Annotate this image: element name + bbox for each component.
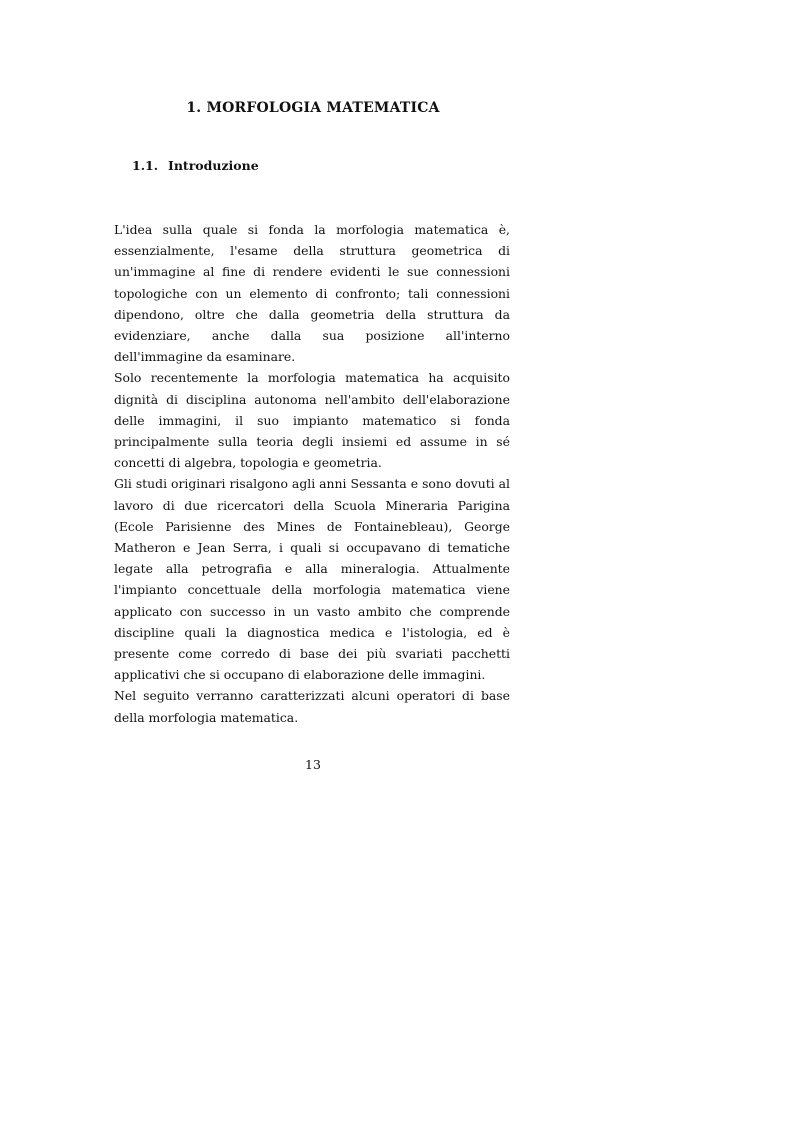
section-heading [132, 158, 259, 173]
section-title: Introduzione [168, 158, 259, 173]
body-text [114, 219, 510, 728]
paragraph: Solo recentemente la morfologia matematica ha acquisito dignità di disciplina autonoma nell'ambito dell'elaborazione delle immagini, il suo impianto matematico si fonda principalmente sulla teoria degli insiemi ed assume in sé concetti di algebra, topologia e geometria. [114, 370, 510, 471]
paragraph: L'idea sulla quale si fonda la morfologia matematica è, essenzialmente, l'esame della struttura geometrica di un'immagine al fine di rendere evidenti le sue connessioni topologiche con un elemento di confronto; tali connessioni dipendono, oltre che dalla geometria della struttura da evidenziare, anche dalla sua posizione all'interno dell'immagine da esaminare. [114, 222, 510, 365]
paragraph: Gli studi originari risalgono agli anni Sessanta e sono dovuti al lavoro di due ricercatori della Scuola Mineraria Parigina (Ecole Parisienne des Mines de Fontainebleau), George Matheron e Jean Serra, i quali si occupavano di tematiche legate alla petrografia e alla mineralogia. Attualmente l'impianto concettuale della morfologia matematica viene applicato con successo in un vasto ambito che comprende discipline quali la diagnostica medica e l'istologia, ed è presente come corredo di base dei più svariati pacchetti applicativi che si occupano di elaborazione delle immagini. [114, 476, 510, 683]
paragraph: Nel seguito verranno caratterizzati alcuni operatori di base della morfologia matematica. [114, 688, 510, 725]
page-number: 13 [305, 757, 321, 772]
chapter-title: 1. MORFOLOGIA MATEMATICA [186, 100, 440, 116]
section-number: 1.1. [132, 158, 159, 173]
